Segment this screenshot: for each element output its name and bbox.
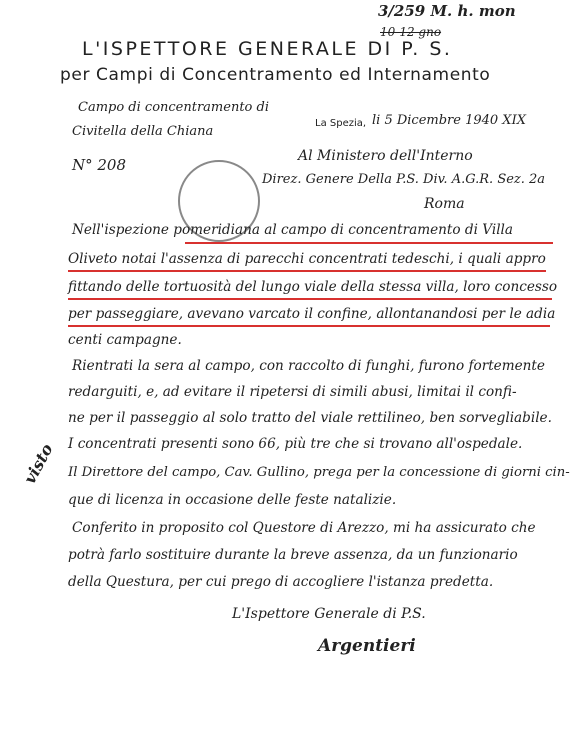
body-line: potrà farlo sostituire durante la breve assenza, da un funzionario: [68, 547, 518, 563]
red-underline: [68, 270, 546, 272]
body-line: Oliveto notai l'assenza di parecchi concentrati tedeschi, i quali appro: [68, 251, 546, 267]
letterhead-title: L'ISPETTORE GENERALE DI P. S.: [82, 38, 453, 60]
place-printed: La Spezia,: [315, 118, 367, 129]
body-line: della Questura, per cui prego di accogliere l'istanza predetta.: [68, 574, 494, 590]
letter-date: li 5 Dicembre 1940 XIX: [372, 113, 526, 128]
body-line: Rientrati la sera al campo, con raccolto di funghi, furono fortemente: [72, 358, 545, 374]
received-date-note: 10-12 gno: [380, 25, 442, 39]
body-line: I concentrati presenti sono 66, più tre che si trovano all'ospedale.: [68, 436, 523, 452]
signature-name: Argentieri: [318, 636, 416, 656]
body-line: centi campagne.: [68, 332, 182, 348]
red-underline: [68, 298, 552, 300]
body-line: Conferito in proposito col Questore di Arezzo, mi ha assicurato che: [72, 520, 536, 536]
body-line: ne per il passeggio al solo tratto del viale rettilineo, ben sorvegliabile.: [68, 410, 552, 426]
body-line: per passeggiare, avevano varcato il confine, allontanandosi per le adia: [68, 306, 556, 322]
red-underline: [185, 242, 553, 244]
margin-note: visto: [20, 440, 57, 487]
recipient-line-1: Al Ministero dell'Interno: [298, 148, 473, 164]
signature-title: L'Ispettore Generale di P.S.: [232, 606, 426, 622]
body-line: que di licenza in occasione delle feste natalizie.: [68, 492, 397, 508]
recipient-line-2: Direz. Genere Della P.S. Div. A.G.R. Sez. 2a: [262, 172, 546, 187]
body-line: redarguiti, e, ad evitare il ripetersi di simili abusi, limitai il confi-: [68, 384, 517, 400]
sender-line-1: Campo di concentramento di: [78, 100, 269, 115]
recipient-line-3: Roma: [424, 196, 465, 212]
body-line: fittando delle tortuosità del lungo viale della stessa villa, loro concesso: [68, 279, 558, 295]
protocol-number: N° 208: [72, 156, 127, 174]
red-underline: [68, 325, 550, 327]
body-line: Nell'ispezione pomeridiana al campo di concentramento di Villa: [72, 222, 514, 238]
body-line: Il Direttore del campo, Cav. Gullino, prega per la concessione di giorni cin-: [68, 465, 570, 480]
reference-note: 3/259 M. h. mon: [378, 2, 516, 20]
letterhead-subtitle: per Campi di Concentramento ed Internamento: [60, 65, 491, 85]
sender-line-2: Civitella della Chiana: [72, 124, 214, 139]
